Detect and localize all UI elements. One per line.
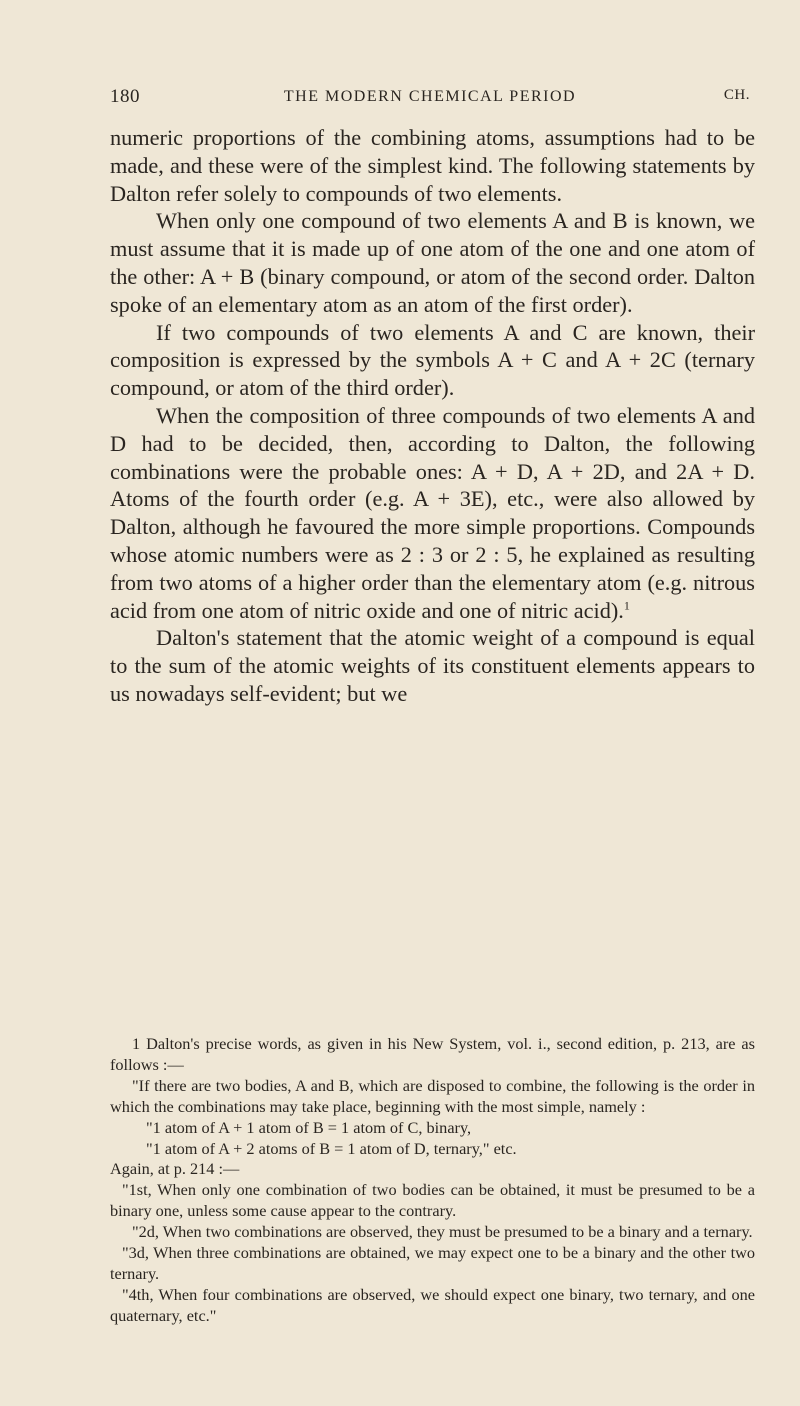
- footnote-formula: "1 atom of A + 1 atom of B = 1 atom of C, binary,: [146, 1117, 472, 1137]
- footnote-quote: "3d, When three combinations are obtained, we may expect one to be a binary and the other two ternary.: [110, 1243, 755, 1283]
- paragraph: If two compounds of two elements A and C are known, their composition is expressed by the symbols A + C and A + 2C (ternary compound, or atom of the third order).: [110, 319, 755, 401]
- footnote-quote: "1st, When only one combination of two bodies can be obtained, it must be presumed to be a binary one, unless some cause appear to the contrary.: [110, 1180, 755, 1221]
- footnote: 1 Dalton's precise words, as given in his New System, vol. i., second edition, p. 213, are as follows :—: [110, 1034, 755, 1074]
- paragraph: When only one compound of two elements A and B is known, we must assume that it is made up of one atom of the one and one atom of the other: A + B (binary compound, or atom of the second order. Dalton spoke of an elementary atom as an atom of the first order).: [110, 208, 755, 317]
- paragraph: [110, 402, 755, 624]
- footnote-line: Again, at p. 214 :—: [110, 1159, 240, 1179]
- footnote-marker: 1: [623, 598, 630, 613]
- page-header: [110, 86, 750, 110]
- chapter-abbrev: CH.: [723, 87, 750, 103]
- paragraph-text: When the composition of three compounds of two elements A and D had to be decided, then, according to Dalton, the following combinations were the probable ones: A + D, A + 2D, and 2A + D. Atoms of the fourth order (e.g. A + 3E), etc., were also allowed by Dalton, although he favoured the more simple proportions. Compounds whose atomic numbers were as 2 : 3 or 2 : 5, he explained as resulting from two atoms of a higher order than the elementary atom (e.g. nitrous acid from one atom of nitric oxide and one of nitric acid).: [110, 402, 755, 623]
- footnote-quote: "4th, When four combinations are observed, we should expect one binary, two ternary, and one quaternary, etc.": [110, 1284, 755, 1325]
- paragraph: numeric proportions of the combining atoms, assumptions had to be made, and these were of the simplest kind. The following statements by Dalton refer solely to compounds of two elements.: [110, 125, 755, 206]
- paragraph: Dalton's statement that the atomic weight of a compound is equal to the sum of the atomic weights of its constituent elements appears to us nowadays self-evident; but we: [110, 625, 755, 706]
- footnote-formula: "1 atom of A + 2 atoms of B = 1 atom of D, ternary," etc.: [146, 1138, 517, 1158]
- footnotes: [110, 1034, 755, 1327]
- page-number: 180: [110, 86, 140, 107]
- running-title: THE MODERN CHEMICAL PERIOD: [283, 88, 577, 105]
- footnote-quote: "2d, When two combinations are observed, they must be presumed to be a binary and a ternary.: [132, 1222, 753, 1242]
- main-text: [110, 124, 755, 708]
- footnote-quote: "If there are two bodies, A and B, which are disposed to combine, the following is the order in which the combinations may take place, beginning with the most simple, namely :: [110, 1075, 755, 1116]
